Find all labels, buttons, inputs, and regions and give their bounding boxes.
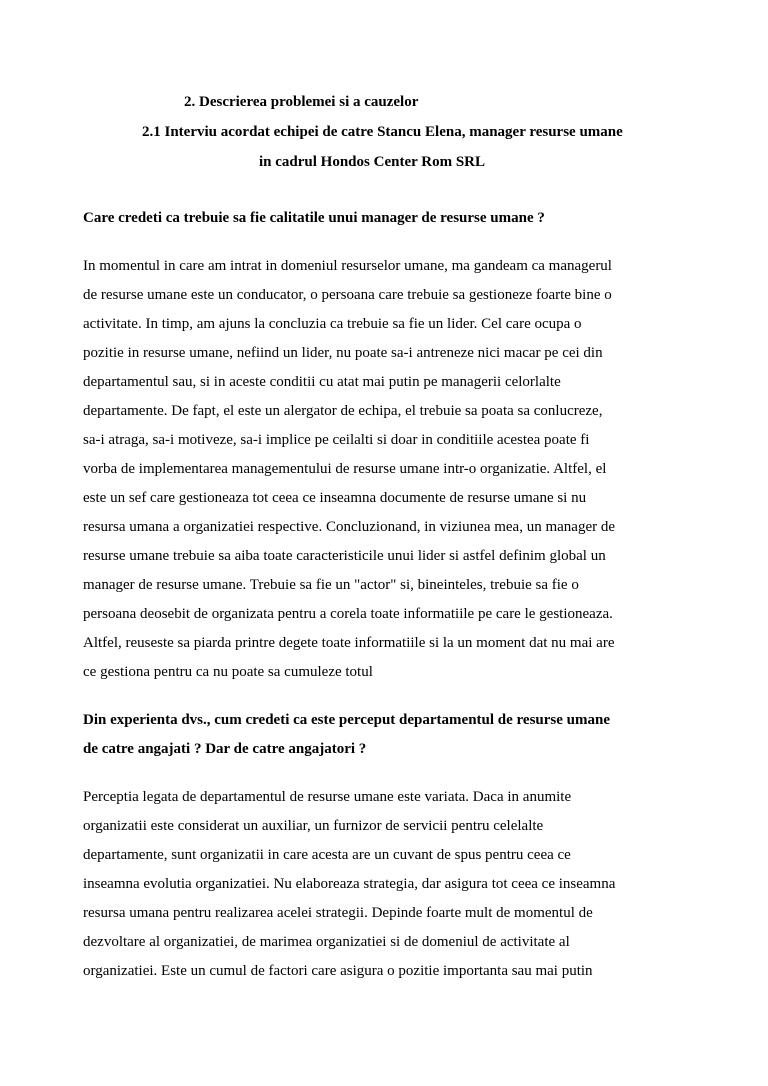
answer-2-line: organizatiei. Este un cumul de factori care asigura o pozitie importanta sau mai putin [83, 963, 593, 979]
answer-1-line: Altfel, reuseste sa piarda printre degete toate informatiile si la un moment dat nu mai are [83, 635, 615, 651]
answer-2-line: dezvoltare al organizatiei, de marimea organizatiei si de domeniul de activitate al [83, 934, 570, 950]
answer-1-line: activitate. In timp, am ajuns la concluzia ca trebuie sa fie un lider. Cel care ocupa o [83, 316, 582, 332]
answer-1-line: In momentul in care am intrat in domeniul resurselor umane, ma gandeam ca managerul [83, 258, 612, 274]
answer-1-line: departamente. De fapt, el este un alergator de echipa, el trebuie sa poata sa conlucreze, [83, 403, 603, 419]
answer-1-line: este un sef care gestioneaza tot ceea ce inseamna documente de resurse umane si nu [83, 490, 587, 506]
answer-2-line: Perceptia legata de departamentul de resurse umane este variata. Daca in anumite [83, 789, 572, 805]
answer-1-line: vorba de implementarea managementului de resurse umane intr-o organizatie. Altfel, el [83, 461, 607, 477]
answer-1-line: persoana deosebit de organizata pentru a corela toate informatiile pe care le gestioneaza. [83, 606, 613, 622]
subsection-title-line-2: in cadrul Hondos Center Rom SRL [259, 154, 485, 170]
answer-1-line: manager de resurse umane. Trebuie sa fie un "actor" si, bineinteles, trebuie sa fie o [83, 577, 579, 593]
answer-1-line: resurse umane trebuie sa aiba toate caracteristicile unui lider si astfel definim global un [83, 548, 606, 564]
answer-2-line: departamente, sunt organizatii in care acesta are un cuvant de spus pentru ceea ce [83, 847, 571, 863]
answer-1-line: de resurse umane este un conducator, o persoana care trebuie sa gestioneze foarte bine o [83, 287, 612, 303]
answer-2-line: resursa umana pentru realizarea acelei strategii. Depinde foarte mult de momentul de [83, 905, 593, 921]
answer-1-line: resursa umana a organizatiei respective. Concluzionand, in viziunea mea, un manager de [83, 519, 616, 535]
interview-question-2 [83, 706, 683, 764]
answer-1-line: sa-i atraga, sa-i motiveze, sa-i implice pe ceilalti si doar in conditiile acestea poate fi [83, 432, 590, 448]
question-2-line-2: de catre angajati ? Dar de catre angajatori ? [83, 741, 367, 757]
answer-1-line: pozitie in resurse umane, nefiind un lider, nu poate sa-i antreneze nici macar pe cei din [83, 345, 603, 361]
answer-2-line: inseamna evolutia organizatiei. Nu elaboreaza strategia, dar asigura tot ceea ce inseamna [83, 876, 616, 892]
interview-answer-1 [83, 252, 683, 687]
answer-1-line: departamentul sau, si in aceste conditii cu atat mai putin pe managerii celorlalte [83, 374, 561, 390]
subsection-title-line-1: 2.1 Interviu acordat echipei de catre Stancu Elena, manager resurse umane [142, 124, 623, 140]
question-2-line-1: Din experienta dvs., cum credeti ca este perceput departamentul de resurse umane [83, 712, 611, 728]
section-title: 2. Descrierea problemei si a cauzelor [184, 94, 419, 110]
interview-question-1: Care credeti ca trebuie sa fie calitatile unui manager de resurse umane ? [83, 210, 545, 226]
answer-1-line: ce gestiona pentru ca nu poate sa cumuleze totul [83, 664, 373, 680]
answer-2-line: organizatii este considerat un auxiliar, un furnizor de servicii pentru celelalte [83, 818, 544, 834]
interview-answer-2 [83, 783, 683, 986]
